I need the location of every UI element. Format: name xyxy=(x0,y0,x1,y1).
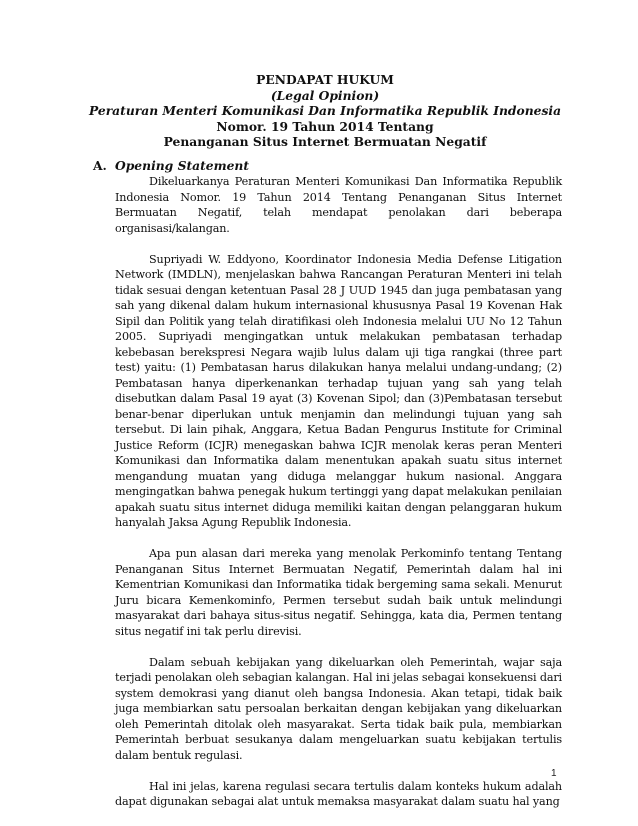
title-heading: PENDAPAT HUKUM xyxy=(256,72,394,87)
document-title-block xyxy=(86,72,564,150)
paragraph-2: Supriyadi W. Eddyono, Koordinator Indonesia Media Defense Litigation Network (IMDLN), menjelaskan bahwa Rancangan Peraturan Menteri ini telah tidak sesuai dengan ketentuan Pasal 28 J UUD 1945 dan juga pembatasan yang sah yang dikenal dalam hukum internasional khususnya Pasal 19 Kovenan Hak Sipil dan Politik yang telah diratifikasi oleh Indonesia melalui UU No 12 Tahun 2005. Supriyadi mengingatkan untuk melakukan pembatasan terhadap kebebasan berekspresi Negara wajib lulus dalam uji tiga rangkai (three part test) yaitu: (1) Pembatasan harus dilakukan hanya melalui undang-undang; (2) Pembatasan hanya diperkenankan terhadap tujuan yang sah yang telah disebutkan dalam Pasal 19 ayat (3) Kovenan Sipol; dan (3)Pembatasan tersebut benar-benar diperlukan untuk menjamin dan melindungi tujuan yang sah tersebut. Di lain pihak, Anggara, Ketua Badan Pengurus Institute for Criminal Justice Reform (ICJR) menegaskan bahwa ICJR menolak keras peran Menteri Komunikasi dan Informatika dalam menentukan apakah suatu situs internet mengandung muatan yang diduga melanggar hukum nasional. Anggara mengingatkan bahwa penegak hukum tertinggi yang dapat melakukan penilaian apakah suatu situs internet diduga memiliki kaitan dengan pelanggaran hukum hanyalah Jaksa Agung Republik Indonesia. xyxy=(115,252,562,529)
title-subheading: (Legal Opinion) xyxy=(270,87,380,103)
paragraph-4: Dalam sebuah kebijakan yang dikeluarkan oleh Pemerintah, wajar saja terjadi penolakan oleh sebagian kalangan. Hal ini jelas sebagai konsekuensi dari system demokrasi yang dianut oleh bangsa Indonesia. Akan tetapi, tidak baik juga membiarkan satu persoalan berkaitan dengan kebijakan yang dikeluarkan oleh Pemerintah ditolak oleh masyarakat. Serta tidak baik pula, membiarkan Pemerintah berbuat sesukanya dalam mengeluarkan suatu kebijakan tertulis dalam bentuk regulasi. xyxy=(115,655,562,762)
section-a-heading xyxy=(93,158,249,174)
paragraph-3: Apa pun alasan dari mereka yang menolak Perkominfo tentang Tentang Penanganan Situs Internet Bermuatan Negatif, Pemerintah dalam hal ini Kementrian Komunikasi dan Informatika tidak bergeming sama sekali. Menurut Juru bicara Kemenkominfo, Permen tersebut sudah baik untuk melindungi masyarakat dari bahaya situs-situs negatif. Sehingga, kata dia, Permen tentang situs negatif ini tak perlu direvisi. xyxy=(115,547,562,638)
title-regulation-name: Peraturan Menteri Komunikasi Dan Informatika Republik Indonesia xyxy=(88,103,562,119)
title-regulation-number: Nomor. 19 Tahun 2014 Tentang xyxy=(216,118,434,134)
section-letter: A. xyxy=(93,158,107,173)
document-body xyxy=(115,174,562,825)
page-number: 1 xyxy=(551,768,557,779)
paragraph-1: Dikeluarkanya Peraturan Menteri Komunikasi Dan Informatika Republik Indonesia Nomor. 19 Tahun 2014 Tentang Penanganan Situs Internet Bermuatan Negatif, telah mendapat penolakan dari beberapa organisasi/kalangan. xyxy=(115,175,562,235)
paragraph-5: Hal ini jelas, karena regulasi secara tertulis dalam konteks hukum adalah dapat digunakan sebagai alat untuk memaksa masyarakat dalam suatu hal yang xyxy=(115,779,562,808)
title-regulation-subject: Penanganan Situs Internet Bermuatan Negatif xyxy=(163,134,487,150)
section-title: Opening Statement xyxy=(115,158,250,173)
